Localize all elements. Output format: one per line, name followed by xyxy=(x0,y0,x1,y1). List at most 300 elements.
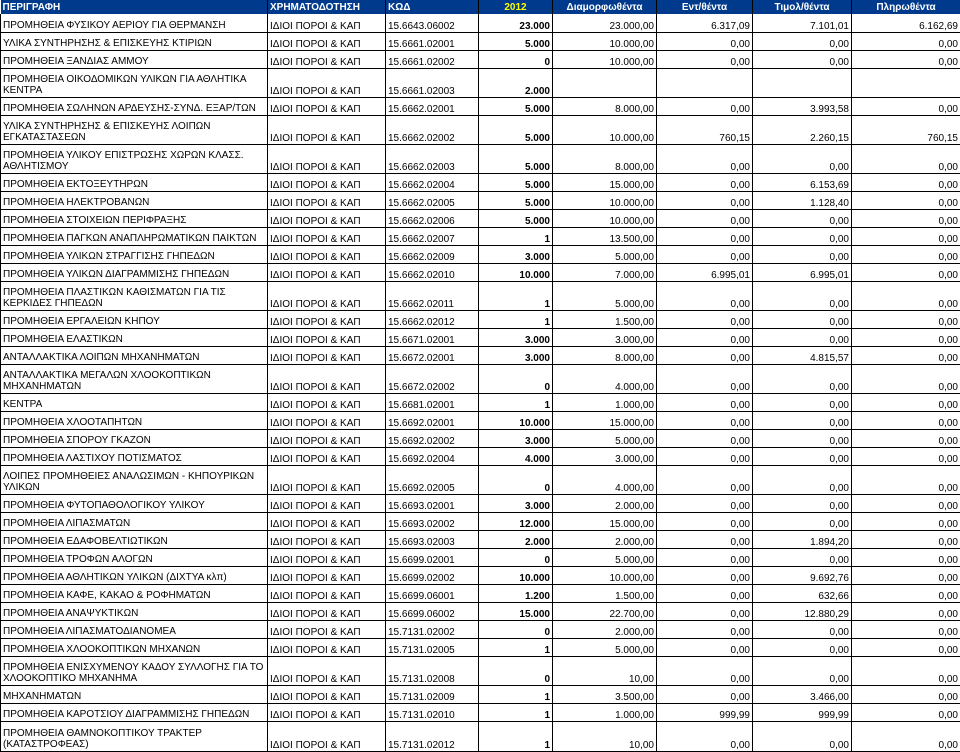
cell-description: ΠΡΟΜΗΘΕΙΑ ΧΛΟΟΤΑΠΗΤΩΝ xyxy=(1,411,268,429)
cell-code: 15.6692.02005 xyxy=(386,465,479,494)
table-row xyxy=(1,50,960,68)
cell-invoiced: 0,00 xyxy=(753,512,852,530)
cell-code: 15.6699.06002 xyxy=(386,602,479,620)
cell-code: 15.6672.02002 xyxy=(386,364,479,393)
cell-funding: ΙΔΙΟΙ ΠΟΡΟΙ & ΚΑΠ xyxy=(268,310,386,328)
table-row xyxy=(1,602,960,620)
cell-paid: 0,00 xyxy=(852,364,960,393)
cell-adjusted: 1.000,00 xyxy=(553,393,657,411)
cell-description: ΠΡΟΜΗΘΕΙΑ ΥΛΙΚΩΝ ΔΙΑΓΡΑΜΜΙΣΗΣ ΓΗΠΕΔΩΝ xyxy=(1,263,268,281)
cell-adjusted: 22.700,00 xyxy=(553,602,657,620)
cell-committed: 999,99 xyxy=(657,703,753,721)
cell-description: ΥΛΙΚΑ ΣΥΝΤΗΡΗΣΗΣ & ΕΠΙΣΚΕΥΗΣ ΚΤΙΡΙΩΝ xyxy=(1,32,268,50)
cell-adjusted: 5.000,00 xyxy=(553,638,657,656)
table-row xyxy=(1,346,960,364)
cell-funding: ΙΔΙΟΙ ΠΟΡΟΙ & ΚΑΠ xyxy=(268,584,386,602)
cell-description: ΠΡΟΜΗΘΕΙΑ ΗΛΕΚΤΡΟΒΑΝΩΝ xyxy=(1,191,268,209)
cell-invoiced: 0,00 xyxy=(753,447,852,465)
cell-adjusted: 4.000,00 xyxy=(553,364,657,393)
cell-committed: 0,00 xyxy=(657,721,753,751)
cell-paid: 0,00 xyxy=(852,703,960,721)
cell-year-value: 3.000 xyxy=(479,494,553,512)
cell-committed: 0,00 xyxy=(657,191,753,209)
cell-paid: 0,00 xyxy=(852,429,960,447)
cell-invoiced: 12.880,29 xyxy=(753,602,852,620)
table-body xyxy=(1,14,960,751)
cell-paid: 0,00 xyxy=(852,411,960,429)
cell-code: 15.6692.02002 xyxy=(386,429,479,447)
cell-adjusted: 10.000,00 xyxy=(553,209,657,227)
cell-code: 15.7131.02012 xyxy=(386,721,479,751)
cell-description: ΠΡΟΜΗΘΕΙΑ ΛΙΠΑΣΜΑΤΩΝ xyxy=(1,512,268,530)
cell-funding: ΙΔΙΟΙ ΠΟΡΟΙ & ΚΑΠ xyxy=(268,50,386,68)
cell-invoiced: 0,00 xyxy=(753,209,852,227)
cell-committed: 0,00 xyxy=(657,411,753,429)
cell-description: ΜΗΧΑΝΗΜΑΤΩΝ xyxy=(1,685,268,703)
cell-paid: 0,00 xyxy=(852,530,960,548)
cell-year-value: 1 xyxy=(479,310,553,328)
cell-invoiced: 6.153,69 xyxy=(753,173,852,191)
cell-year-value: 0 xyxy=(479,50,553,68)
table-row xyxy=(1,656,960,685)
table-row xyxy=(1,364,960,393)
cell-funding: ΙΔΙΟΙ ΠΟΡΟΙ & ΚΑΠ xyxy=(268,638,386,656)
cell-funding: ΙΔΙΟΙ ΠΟΡΟΙ & ΚΑΠ xyxy=(268,429,386,447)
cell-invoiced: 0,00 xyxy=(753,144,852,173)
cell-paid: 0,00 xyxy=(852,494,960,512)
cell-paid: 0,00 xyxy=(852,721,960,751)
table-row xyxy=(1,32,960,50)
cell-committed: 0,00 xyxy=(657,50,753,68)
cell-committed: 0,00 xyxy=(657,173,753,191)
cell-description: ΠΡΟΜΗΘΕΙΑ ΕΝΙΣΧΥΜΕΝΟΥ ΚΑΔΟΥ ΣΥΛΛΟΓΗΣ ΓΙΑ ΤΟ ΧΛΟΟΚΟΠΤΙΚΟ ΜΗΧΑΝΗΜΑ xyxy=(1,656,268,685)
cell-adjusted: 2.000,00 xyxy=(553,530,657,548)
cell-code: 15.6661.02002 xyxy=(386,50,479,68)
cell-year-value: 2.000 xyxy=(479,530,553,548)
table-row xyxy=(1,227,960,245)
cell-committed: 0,00 xyxy=(657,447,753,465)
cell-description: ΠΡΟΜΗΘΕΙΑ ΕΡΓΑΛΕΙΩΝ ΚΗΠΟΥ xyxy=(1,310,268,328)
cell-funding: ΙΔΙΟΙ ΠΟΡΟΙ & ΚΑΠ xyxy=(268,721,386,751)
cell-code: 15.6662.02002 xyxy=(386,115,479,144)
cell-code: 15.6671.02001 xyxy=(386,328,479,346)
cell-adjusted: 10.000,00 xyxy=(553,191,657,209)
cell-invoiced: 0,00 xyxy=(753,548,852,566)
cell-invoiced: 3.993,58 xyxy=(753,97,852,115)
table-row xyxy=(1,566,960,584)
cell-invoiced: 0,00 xyxy=(753,245,852,263)
cell-funding: ΙΔΙΟΙ ΠΟΡΟΙ & ΚΑΠ xyxy=(268,227,386,245)
cell-invoiced: 0,00 xyxy=(753,393,852,411)
cell-adjusted: 8.000,00 xyxy=(553,346,657,364)
cell-code: 15.6662.02007 xyxy=(386,227,479,245)
cell-invoiced: 0,00 xyxy=(753,638,852,656)
table-row xyxy=(1,620,960,638)
cell-invoiced: 0,00 xyxy=(753,50,852,68)
cell-code: 15.6662.02011 xyxy=(386,281,479,310)
cell-funding: ΙΔΙΟΙ ΠΟΡΟΙ & ΚΑΠ xyxy=(268,191,386,209)
cell-invoiced: 1.894,20 xyxy=(753,530,852,548)
cell-committed: 0,00 xyxy=(657,494,753,512)
cell-description: ΠΡΟΜΗΘΕΙΑ ΑΝΑΨΥΚΤΙΚΩΝ xyxy=(1,602,268,620)
cell-paid: 0,00 xyxy=(852,620,960,638)
cell-committed: 0,00 xyxy=(657,584,753,602)
cell-code: 15.6662.02010 xyxy=(386,263,479,281)
cell-adjusted: 8.000,00 xyxy=(553,97,657,115)
cell-year-value: 0 xyxy=(479,364,553,393)
cell-description: ΠΡΟΜΗΘΕΙΑ ΧΛΟΟΚΟΠΤΙΚΩΝ ΜΗΧΑΝΩΝ xyxy=(1,638,268,656)
cell-committed: 0,00 xyxy=(657,310,753,328)
cell-year-value: 5.000 xyxy=(479,144,553,173)
cell-paid: 0,00 xyxy=(852,465,960,494)
cell-paid: 6.162,69 xyxy=(852,14,960,32)
cell-year-value: 5.000 xyxy=(479,115,553,144)
cell-paid: 0,00 xyxy=(852,281,960,310)
cell-year-value: 1 xyxy=(479,721,553,751)
table-row xyxy=(1,144,960,173)
cell-year-value: 0 xyxy=(479,465,553,494)
table-row xyxy=(1,310,960,328)
cell-year-value: 12.000 xyxy=(479,512,553,530)
cell-year-value: 1 xyxy=(479,393,553,411)
cell-code: 15.6693.02003 xyxy=(386,530,479,548)
cell-paid: 0,00 xyxy=(852,209,960,227)
header-paid: Πληρωθέντα xyxy=(852,0,960,14)
cell-code: 15.6662.02004 xyxy=(386,173,479,191)
cell-code: 15.6672.02001 xyxy=(386,346,479,364)
cell-description: ΥΛΙΚΑ ΣΥΝΤΗΡΗΣΗΣ & ΕΠΙΣΚΕΥΗΣ ΛΟΙΠΩΝ ΕΓΚΑΤΑΣΤΑΣΕΩΝ xyxy=(1,115,268,144)
cell-code: 15.7131.02008 xyxy=(386,656,479,685)
cell-year-value: 23.000 xyxy=(479,14,553,32)
cell-adjusted: 5.000,00 xyxy=(553,548,657,566)
header-funding: ΧΡΗΜΑΤΟΔΟΤΗΣΗ xyxy=(268,0,386,14)
cell-adjusted: 10.000,00 xyxy=(553,32,657,50)
cell-invoiced: 9.692,76 xyxy=(753,566,852,584)
cell-committed xyxy=(657,68,753,97)
cell-funding: ΙΔΙΟΙ ΠΟΡΟΙ & ΚΑΠ xyxy=(268,566,386,584)
cell-invoiced: 6.995,01 xyxy=(753,263,852,281)
cell-adjusted: 3.500,00 xyxy=(553,685,657,703)
cell-paid: 0,00 xyxy=(852,548,960,566)
table-row xyxy=(1,115,960,144)
cell-adjusted: 15.000,00 xyxy=(553,512,657,530)
cell-invoiced xyxy=(753,68,852,97)
cell-year-value: 0 xyxy=(479,548,553,566)
cell-adjusted: 15.000,00 xyxy=(553,411,657,429)
cell-description: ΛΟΙΠΕΣ ΠΡΟΜΗΘΕΙΕΣ ΑΝΑΛΩΣΙΜΩΝ - ΚΗΠΟΥΡΙΚΩΝ ΥΛΙΚΩΝ xyxy=(1,465,268,494)
cell-year-value: 1 xyxy=(479,227,553,245)
cell-year-value: 5.000 xyxy=(479,97,553,115)
cell-committed: 0,00 xyxy=(657,512,753,530)
cell-committed: 0,00 xyxy=(657,144,753,173)
cell-adjusted: 1.500,00 xyxy=(553,584,657,602)
cell-funding: ΙΔΙΟΙ ΠΟΡΟΙ & ΚΑΠ xyxy=(268,530,386,548)
cell-paid: 0,00 xyxy=(852,447,960,465)
cell-funding: ΙΔΙΟΙ ΠΟΡΟΙ & ΚΑΠ xyxy=(268,32,386,50)
cell-funding: ΙΔΙΟΙ ΠΟΡΟΙ & ΚΑΠ xyxy=(268,703,386,721)
cell-committed: 0,00 xyxy=(657,393,753,411)
cell-funding: ΙΔΙΟΙ ΠΟΡΟΙ & ΚΑΠ xyxy=(268,447,386,465)
cell-invoiced: 0,00 xyxy=(753,494,852,512)
cell-code: 15.6661.02001 xyxy=(386,32,479,50)
cell-description: ΚΕΝΤΡΑ xyxy=(1,393,268,411)
cell-year-value: 10.000 xyxy=(479,411,553,429)
cell-funding: ΙΔΙΟΙ ΠΟΡΟΙ & ΚΑΠ xyxy=(268,144,386,173)
cell-code: 15.6662.02009 xyxy=(386,245,479,263)
cell-description: ΠΡΟΜΗΘΕΙΑ ΚΑΡΟΤΣΙΟΥ ΔΙΑΓΡΑΜΜΙΣΗΣ ΓΗΠΕΔΩΝ xyxy=(1,703,268,721)
cell-paid: 0,00 xyxy=(852,512,960,530)
cell-invoiced: 0,00 xyxy=(753,465,852,494)
cell-code: 15.6693.02002 xyxy=(386,512,479,530)
cell-code: 15.6662.02005 xyxy=(386,191,479,209)
table-row xyxy=(1,530,960,548)
table-row xyxy=(1,173,960,191)
table-row xyxy=(1,281,960,310)
cell-year-value: 0 xyxy=(479,656,553,685)
cell-description: ΠΡΟΜΗΘΕΙΑ ΛΑΣΤΙΧΟΥ ΠΟΤΙΣΜΑΤΟΣ xyxy=(1,447,268,465)
cell-paid: 0,00 xyxy=(852,173,960,191)
cell-code: 15.6662.02012 xyxy=(386,310,479,328)
cell-code: 15.6692.02004 xyxy=(386,447,479,465)
cell-code: 15.6681.02001 xyxy=(386,393,479,411)
cell-adjusted: 2.000,00 xyxy=(553,494,657,512)
cell-adjusted: 1.500,00 xyxy=(553,310,657,328)
cell-adjusted: 10,00 xyxy=(553,656,657,685)
table-header-row xyxy=(1,0,960,14)
cell-funding: ΙΔΙΟΙ ΠΟΡΟΙ & ΚΑΠ xyxy=(268,68,386,97)
cell-year-value: 15.000 xyxy=(479,602,553,620)
cell-description: ΠΡΟΜΗΘΕΙΑ ΚΑΦΕ, ΚΑΚΑΟ & ΡΟΦΗΜΑΤΩΝ xyxy=(1,584,268,602)
header-year: 2012 xyxy=(479,0,553,14)
cell-paid: 0,00 xyxy=(852,97,960,115)
cell-year-value: 1 xyxy=(479,703,553,721)
cell-invoiced: 3.466,00 xyxy=(753,685,852,703)
cell-code: 15.6661.02003 xyxy=(386,68,479,97)
cell-paid: 0,00 xyxy=(852,346,960,364)
cell-description: ΑΝΤΑΛΛΑΚΤΙΚΑ ΜΕΓΑΛΩΝ ΧΛΟΟΚΟΠΤΙΚΩΝ ΜΗΧΑΝΗΜΑΤΩΝ xyxy=(1,364,268,393)
cell-paid: 0,00 xyxy=(852,584,960,602)
cell-paid: 0,00 xyxy=(852,656,960,685)
cell-committed: 0,00 xyxy=(657,97,753,115)
cell-adjusted: 5.000,00 xyxy=(553,245,657,263)
cell-adjusted: 23.000,00 xyxy=(553,14,657,32)
cell-invoiced: 999,99 xyxy=(753,703,852,721)
cell-description: ΑΝΤΑΛΛΑΚΤΙΚΑ ΛΟΙΠΩΝ ΜΗΧΑΝΗΜΑΤΩΝ xyxy=(1,346,268,364)
cell-description: ΠΡΟΜΗΘΕΙΑ ΦΥΤΟΠΑΘΟΛΟΓΙΚΟΥ ΥΛΙΚΟΥ xyxy=(1,494,268,512)
cell-year-value: 0 xyxy=(479,620,553,638)
cell-funding: ΙΔΙΟΙ ΠΟΡΟΙ & ΚΑΠ xyxy=(268,209,386,227)
cell-adjusted xyxy=(553,68,657,97)
cell-committed: 6.995,01 xyxy=(657,263,753,281)
cell-committed: 760,15 xyxy=(657,115,753,144)
cell-invoiced: 2.260,15 xyxy=(753,115,852,144)
table-row xyxy=(1,411,960,429)
cell-code: 15.6699.06001 xyxy=(386,584,479,602)
cell-invoiced: 0,00 xyxy=(753,721,852,751)
cell-committed: 0,00 xyxy=(657,656,753,685)
cell-paid: 0,00 xyxy=(852,566,960,584)
cell-funding: ΙΔΙΟΙ ΠΟΡΟΙ & ΚΑΠ xyxy=(268,393,386,411)
cell-year-value: 1 xyxy=(479,281,553,310)
cell-committed: 0,00 xyxy=(657,602,753,620)
cell-paid: 0,00 xyxy=(852,32,960,50)
cell-adjusted: 1.000,00 xyxy=(553,703,657,721)
cell-year-value: 5.000 xyxy=(479,32,553,50)
cell-year-value: 10.000 xyxy=(479,263,553,281)
cell-paid: 0,00 xyxy=(852,328,960,346)
cell-description: ΠΡΟΜΗΘΕΙΑ ΑΘΛΗΤΙΚΩΝ ΥΛΙΚΩΝ (ΔΙΧΤΥΑ κλπ) xyxy=(1,566,268,584)
cell-description: ΠΡΟΜΗΘΕΙΑ ΣΤΟΙΧΕΙΩΝ ΠΕΡΙΦΡΑΞΗΣ xyxy=(1,209,268,227)
cell-code: 15.7131.02009 xyxy=(386,685,479,703)
cell-invoiced: 0,00 xyxy=(753,411,852,429)
cell-code: 15.7131.02010 xyxy=(386,703,479,721)
cell-committed: 0,00 xyxy=(657,328,753,346)
cell-committed: 0,00 xyxy=(657,530,753,548)
cell-year-value: 3.000 xyxy=(479,245,553,263)
cell-invoiced: 0,00 xyxy=(753,656,852,685)
cell-adjusted: 3.000,00 xyxy=(553,447,657,465)
cell-invoiced: 0,00 xyxy=(753,281,852,310)
cell-year-value: 5.000 xyxy=(479,173,553,191)
cell-paid: 0,00 xyxy=(852,144,960,173)
cell-invoiced: 4.815,57 xyxy=(753,346,852,364)
cell-committed: 0,00 xyxy=(657,465,753,494)
cell-paid: 0,00 xyxy=(852,227,960,245)
cell-paid: 0,00 xyxy=(852,245,960,263)
cell-paid: 0,00 xyxy=(852,685,960,703)
cell-description: ΠΡΟΜΗΘΕΙΑ ΛΙΠΑΣΜΑΤΟΔΙΑΝΟΜΕΑ xyxy=(1,620,268,638)
table-row xyxy=(1,703,960,721)
cell-funding: ΙΔΙΟΙ ΠΟΡΟΙ & ΚΑΠ xyxy=(268,173,386,191)
cell-funding: ΙΔΙΟΙ ΠΟΡΟΙ & ΚΑΠ xyxy=(268,411,386,429)
table-row xyxy=(1,97,960,115)
table-row xyxy=(1,494,960,512)
cell-adjusted: 7.000,00 xyxy=(553,263,657,281)
table-row xyxy=(1,191,960,209)
cell-funding: ΙΔΙΟΙ ΠΟΡΟΙ & ΚΑΠ xyxy=(268,685,386,703)
cell-committed: 0,00 xyxy=(657,548,753,566)
cell-description: ΠΡΟΜΗΘΕΙΑ ΠΑΓΚΩΝ ΑΝΑΠΛΗΡΩΜΑΤΙΚΩΝ ΠΑΙΚΤΩΝ xyxy=(1,227,268,245)
cell-invoiced: 0,00 xyxy=(753,310,852,328)
table-row xyxy=(1,263,960,281)
table-row xyxy=(1,429,960,447)
cell-description: ΠΡΟΜΗΘΕΙΑ ΟΙΚΟΔΟΜΙΚΩΝ ΥΛΙΚΩΝ ΓΙΑ ΑΘΛΗΤΙΚΑ ΚΕΝΤΡΑ xyxy=(1,68,268,97)
cell-funding: ΙΔΙΟΙ ΠΟΡΟΙ & ΚΑΠ xyxy=(268,245,386,263)
cell-year-value: 3.000 xyxy=(479,346,553,364)
cell-funding: ΙΔΙΟΙ ΠΟΡΟΙ & ΚΑΠ xyxy=(268,364,386,393)
table-row xyxy=(1,328,960,346)
cell-funding: ΙΔΙΟΙ ΠΟΡΟΙ & ΚΑΠ xyxy=(268,346,386,364)
cell-description: ΠΡΟΜΗΘΕΙΑ ΥΛΙΚΟΥ ΕΠΙΣΤΡΩΣΗΣ ΧΩΡΩΝ ΚΛΑΣΣ. ΑΘΛΗΤΙΣΜΟΥ xyxy=(1,144,268,173)
header-invoiced: Τιμολ/θέντα xyxy=(753,0,852,14)
cell-committed: 0,00 xyxy=(657,209,753,227)
cell-code: 15.6662.02001 xyxy=(386,97,479,115)
header-code: ΚΩΔ xyxy=(386,0,479,14)
table-row xyxy=(1,393,960,411)
cell-adjusted: 10,00 xyxy=(553,721,657,751)
cell-year-value: 4.000 xyxy=(479,447,553,465)
cell-invoiced: 0,00 xyxy=(753,429,852,447)
cell-description: ΠΡΟΜΗΘΕΙΑ ΕΔΑΦΟΒΕΛΤΙΩΤΙΚΩΝ xyxy=(1,530,268,548)
cell-committed: 0,00 xyxy=(657,346,753,364)
cell-funding: ΙΔΙΟΙ ΠΟΡΟΙ & ΚΑΠ xyxy=(268,656,386,685)
table-row xyxy=(1,209,960,227)
cell-paid: 760,15 xyxy=(852,115,960,144)
table-row xyxy=(1,245,960,263)
cell-description: ΠΡΟΜΗΘΕΙΑ ΦΥΣΙΚΟΥ ΑΕΡΙΟΥ ΓΙΑ ΘΕΡΜΑΝΣΗ xyxy=(1,14,268,32)
cell-year-value: 5.000 xyxy=(479,209,553,227)
cell-adjusted: 4.000,00 xyxy=(553,465,657,494)
header-committed: Εντ/θέντα xyxy=(657,0,753,14)
cell-year-value: 3.000 xyxy=(479,429,553,447)
cell-year-value: 3.000 xyxy=(479,328,553,346)
cell-funding: ΙΔΙΟΙ ΠΟΡΟΙ & ΚΑΠ xyxy=(268,620,386,638)
cell-year-value: 10.000 xyxy=(479,566,553,584)
cell-paid: 0,00 xyxy=(852,191,960,209)
cell-description: ΠΡΟΜΗΘΕΙΑ ΤΡΟΦΩΝ ΑΛΟΓΩΝ xyxy=(1,548,268,566)
cell-code: 15.6693.02001 xyxy=(386,494,479,512)
cell-committed: 0,00 xyxy=(657,638,753,656)
cell-description: ΠΡΟΜΗΘΕΙΑ ΣΠΟΡΟΥ ΓΚΑΖΟΝ xyxy=(1,429,268,447)
cell-committed: 0,00 xyxy=(657,227,753,245)
cell-committed: 0,00 xyxy=(657,364,753,393)
cell-year-value: 1.200 xyxy=(479,584,553,602)
cell-code: 15.6699.02001 xyxy=(386,548,479,566)
cell-funding: ΙΔΙΟΙ ΠΟΡΟΙ & ΚΑΠ xyxy=(268,14,386,32)
cell-committed: 0,00 xyxy=(657,32,753,50)
cell-adjusted: 5.000,00 xyxy=(553,281,657,310)
cell-funding: ΙΔΙΟΙ ΠΟΡΟΙ & ΚΑΠ xyxy=(268,548,386,566)
cell-adjusted: 5.000,00 xyxy=(553,429,657,447)
header-adjusted: Διαμορφωθέντα xyxy=(553,0,657,14)
cell-adjusted: 8.000,00 xyxy=(553,144,657,173)
cell-funding: ΙΔΙΟΙ ΠΟΡΟΙ & ΚΑΠ xyxy=(268,465,386,494)
cell-description: ΠΡΟΜΗΘΕΙΑ ΣΩΛΗΝΩΝ ΑΡΔΕΥΣΗΣ-ΣΥΝΔ. ΕΞΑΡ/ΤΩΝ xyxy=(1,97,268,115)
cell-committed: 6.317,09 xyxy=(657,14,753,32)
cell-funding: ΙΔΙΟΙ ΠΟΡΟΙ & ΚΑΠ xyxy=(268,328,386,346)
cell-adjusted: 10.000,00 xyxy=(553,566,657,584)
table-row xyxy=(1,548,960,566)
cell-adjusted: 3.000,00 xyxy=(553,328,657,346)
cell-invoiced: 0,00 xyxy=(753,620,852,638)
cell-paid: 0,00 xyxy=(852,50,960,68)
cell-committed: 0,00 xyxy=(657,429,753,447)
cell-code: 15.6699.02002 xyxy=(386,566,479,584)
cell-invoiced: 0,00 xyxy=(753,32,852,50)
cell-funding: ΙΔΙΟΙ ΠΟΡΟΙ & ΚΑΠ xyxy=(268,494,386,512)
cell-description: ΠΡΟΜΗΘΕΙΑ ΠΛΑΣΤΙΚΩΝ ΚΑΘΙΣΜΑΤΩΝ ΓΙΑ ΤΙΣ ΚΕΡΚΙΔΕΣ ΓΗΠΕΔΩΝ xyxy=(1,281,268,310)
cell-funding: ΙΔΙΟΙ ΠΟΡΟΙ & ΚΑΠ xyxy=(268,97,386,115)
cell-funding: ΙΔΙΟΙ ΠΟΡΟΙ & ΚΑΠ xyxy=(268,263,386,281)
cell-adjusted: 15.000,00 xyxy=(553,173,657,191)
cell-description: ΠΡΟΜΗΘΕΙΑ ΘΑΜΝΟΚΟΠΤΙΚΟΥ ΤΡΑΚΤΕΡ (ΚΑΤΑΣΤΡΟΦΕΑΣ) xyxy=(1,721,268,751)
cell-description: ΠΡΟΜΗΘΕΙΑ ΕΚΤΟΞΕΥΤΗΡΩΝ xyxy=(1,173,268,191)
table-row xyxy=(1,584,960,602)
cell-adjusted: 10.000,00 xyxy=(553,115,657,144)
cell-code: 15.6692.02001 xyxy=(386,411,479,429)
table-row xyxy=(1,447,960,465)
cell-funding: ΙΔΙΟΙ ΠΟΡΟΙ & ΚΑΠ xyxy=(268,602,386,620)
table-row xyxy=(1,685,960,703)
cell-adjusted: 10.000,00 xyxy=(553,50,657,68)
cell-code: 15.6662.02006 xyxy=(386,209,479,227)
cell-code: 15.6662.02003 xyxy=(386,144,479,173)
cell-paid xyxy=(852,68,960,97)
cell-code: 15.6643.06002 xyxy=(386,14,479,32)
cell-description: ΠΡΟΜΗΘΕΙΑ ΞΑΝΔΙΑΣ ΑΜΜΟΥ xyxy=(1,50,268,68)
cell-committed: 0,00 xyxy=(657,566,753,584)
cell-invoiced: 0,00 xyxy=(753,364,852,393)
